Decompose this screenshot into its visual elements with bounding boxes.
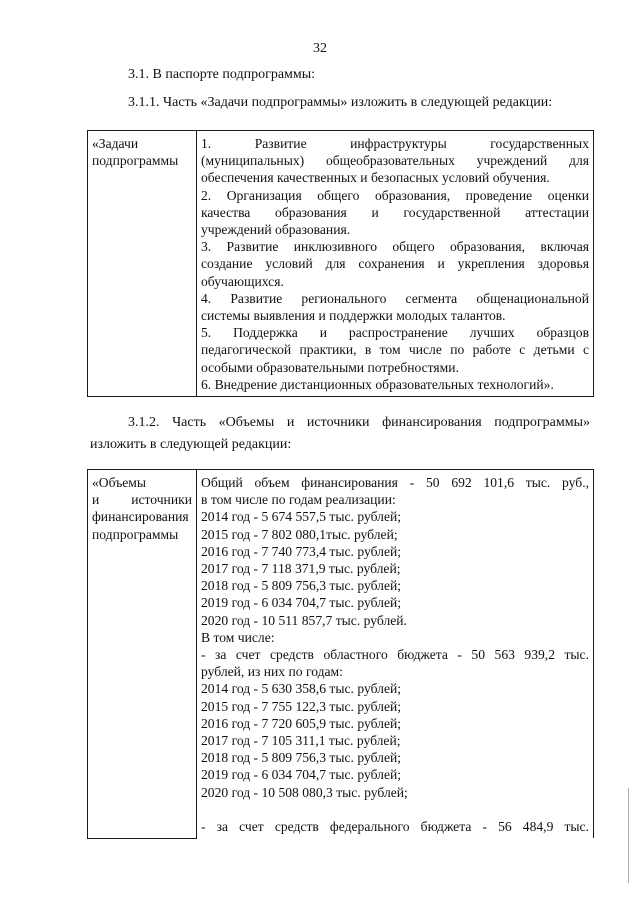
section-3-1-heading: 3.1. В паспорте подпрограммы: bbox=[128, 67, 316, 82]
funding-year-line: 2015 год - 7 802 080,1тыс. рублей; bbox=[201, 526, 398, 542]
task-item-1 bbox=[201, 135, 589, 187]
funding-content-cell bbox=[197, 470, 594, 839]
funding-year-line: 2019 год - 6 034 704,7 тыс. рублей; bbox=[201, 595, 402, 611]
including-label: В том числе: bbox=[201, 629, 275, 645]
tasks-label-line: подпрограммы bbox=[92, 153, 179, 169]
task-line: 6. Внедрение дистанционных образовательных технологий». bbox=[201, 376, 554, 392]
section-3-1-2-line: 3.1.2. Часть «Объемы и источники финансирования подпрограммы» bbox=[128, 415, 590, 430]
blank-line bbox=[201, 801, 589, 818]
funding-label-line: подпрограммы bbox=[92, 526, 179, 542]
regional-year-line: 2019 год - 6 034 704,7 тыс. рублей; bbox=[201, 767, 402, 783]
tasks-content-cell bbox=[197, 131, 594, 397]
section-3-1-2-paragraph bbox=[90, 412, 590, 456]
scan-edge-mark bbox=[628, 788, 629, 883]
funding-year-line: 2017 год - 7 118 371,9 тыс. рублей; bbox=[201, 561, 401, 577]
funding-label-line: и источники bbox=[92, 492, 192, 508]
funding-year-line: 2020 год - 10 511 857,7 тыс. рублей. bbox=[201, 612, 407, 628]
task-line: 2. Организация общего образования, проведение оценки bbox=[201, 187, 589, 203]
funding-label-line: финансирования bbox=[92, 509, 189, 525]
task-line: 1. Развитие инфраструктуры государственных bbox=[201, 136, 589, 151]
funding-year-line: 2014 год - 5 674 557,5 тыс. рублей; bbox=[201, 509, 402, 525]
funding-year-line: 2016 год - 7 740 773,4 тыс. рублей; bbox=[201, 543, 402, 559]
funding-label-cell bbox=[88, 470, 197, 839]
task-item-6 bbox=[201, 376, 589, 393]
task-item-2 bbox=[201, 187, 589, 239]
funding-year-line: 2018 год - 5 809 756,3 тыс. рублей; bbox=[201, 578, 402, 594]
task-line: (муниципальных) общеобразовательных учреждений для bbox=[201, 153, 589, 169]
task-line: 5. Поддержка и распространение лучших образцов bbox=[201, 325, 589, 341]
tasks-label-line: «Задачи bbox=[92, 136, 139, 151]
regional-year-line: 2020 год - 10 508 080,3 тыс. рублей; bbox=[201, 784, 408, 800]
task-line: качества образования и государственной аттестации bbox=[201, 204, 589, 220]
section-3-1-2-line: изложить в следующей редакции: bbox=[90, 437, 292, 452]
regional-year-line: 2017 год - 7 105 311,1 тыс. рублей; bbox=[201, 733, 401, 749]
task-item-4 bbox=[201, 290, 589, 324]
regional-year-line: 2014 год - 5 630 358,6 тыс. рублей; bbox=[201, 681, 402, 697]
tasks-label-cell bbox=[88, 131, 197, 397]
task-item-3 bbox=[201, 238, 589, 290]
task-line: учреждений образования. bbox=[201, 222, 351, 238]
regional-year-line: 2016 год - 7 720 605,9 тыс. рублей; bbox=[201, 715, 402, 731]
task-line: обеспечения качественных и безопасных условий обучения. bbox=[201, 170, 550, 186]
task-line: педагогической практики, в том числе по работе с детьми с bbox=[201, 342, 589, 358]
section-3-1-1-heading: 3.1.1. Часть «Задачи подпрограммы» изложить в следующей редакции: bbox=[128, 95, 553, 110]
regional-budget-line: - за счет средств областного бюджета - 50 563 939,2 тыс. bbox=[201, 647, 589, 663]
tasks-table bbox=[87, 130, 594, 397]
task-line: системы выявления и поддержки молодых талантов. bbox=[201, 308, 506, 324]
regional-year-line: 2015 год - 7 755 122,3 тыс. рублей; bbox=[201, 698, 402, 714]
task-line: 3. Развитие инклюзивного общего образования, включая bbox=[201, 239, 589, 255]
page-number: 32 bbox=[313, 41, 327, 56]
tasks-row bbox=[88, 131, 594, 397]
funding-table bbox=[87, 469, 594, 839]
funding-label-line: «Объемы bbox=[92, 475, 146, 490]
regional-year-line: 2018 год - 5 809 756,3 тыс. рублей; bbox=[201, 750, 402, 766]
regional-budget-line: рублей, из них по годам: bbox=[201, 664, 343, 680]
funding-total-line: Общий объем финансирования - 50 692 101,6 тыс. руб., bbox=[201, 475, 589, 490]
funding-row bbox=[88, 470, 594, 839]
federal-budget-line: - за счет средств федерального бюджета - 56 484,9 тыс. bbox=[201, 819, 589, 835]
task-line: особыми образовательными потребностями. bbox=[201, 359, 459, 375]
task-item-5 bbox=[201, 324, 589, 376]
task-line: создание условий для сохранения и укрепления здоровья bbox=[201, 256, 589, 272]
funding-total-line: в том числе по годам реализации: bbox=[201, 492, 396, 508]
task-line: обучающихся. bbox=[201, 273, 284, 289]
task-line: 4. Развитие регионального сегмента общенациональной bbox=[201, 290, 589, 306]
